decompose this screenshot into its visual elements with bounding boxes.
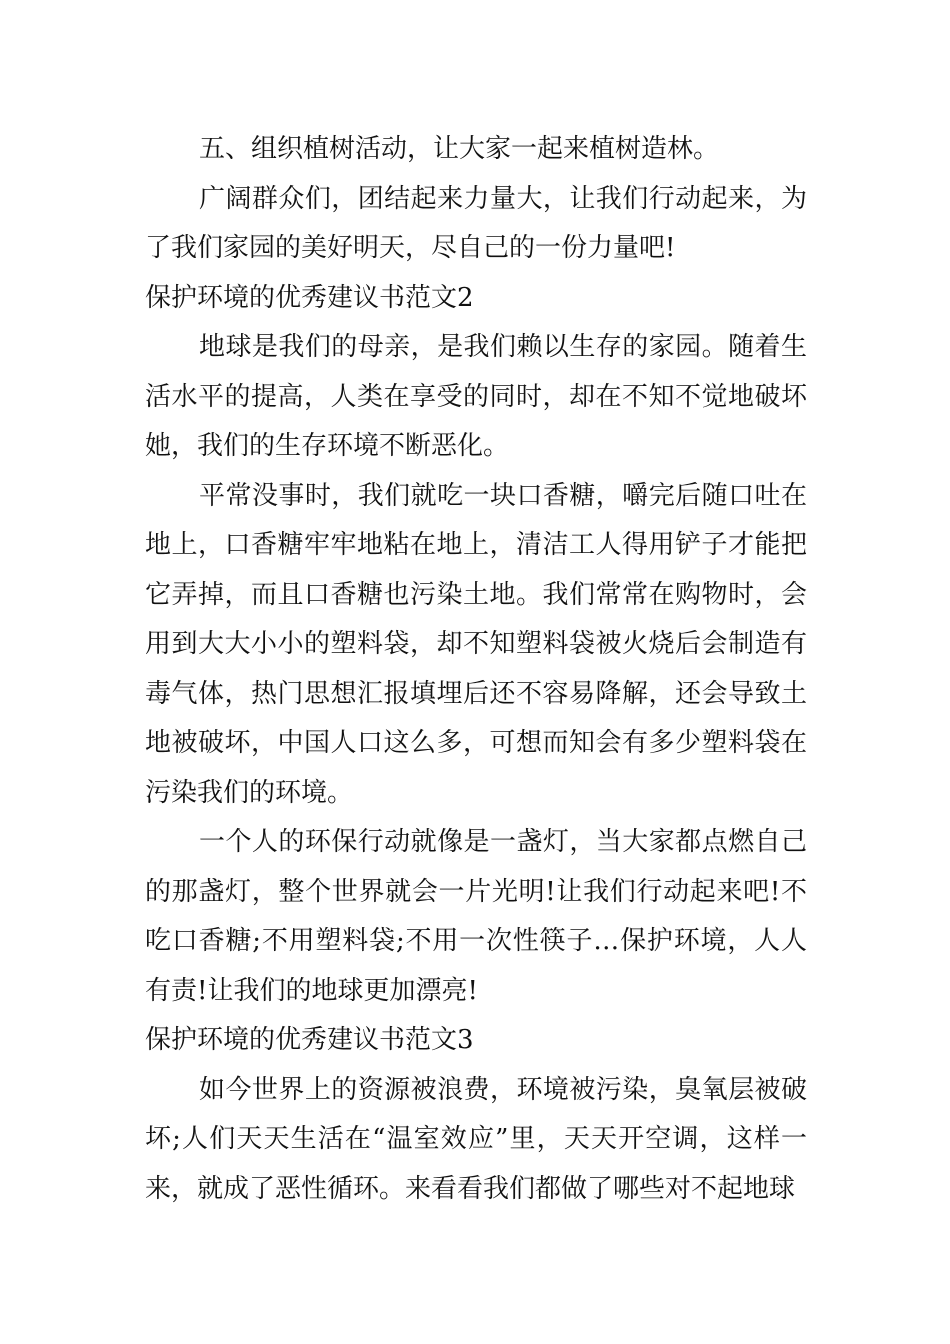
paragraph-gum-plastic: 平常没事时，我们就吃一块口香糖，嚼完后随口吐在地上，口香糖牢牢地粘在地上，清洁工人得用铲子才能把它弄掉，而且口香糖也污染土地。我们常常在购物时，会用到大大小小的塑料袋，却不知塑料袋被火烧后会制造有毒气体，热门思想汇报填埋后还不容易降解，还会导致土地被破坏，中国人口这么多，可想而知会有多少塑料袋在污染我们的环境。 [145,480,807,808]
paragraph-lamp: 一个人的环保行动就像是一盏灯，当大家都点燃自己的那盏灯，整个世界就会一片光明!让我们行动起来吧!不吃口香糖;不用塑料袋;不用一次性筷子…保护环境，人人有责!让我们的地球更加漂亮! [145,827,807,1006]
paragraph-resources: 如今世界上的资源被浪费，环境被污染，臭氧层被破坏;人们天天生活在“温室效应”里，天天开空调，这样一来，就成了恶性循环。来看看我们都做了哪些对不起地球 [145,1074,807,1204]
paragraph-earth-mother: 地球是我们的母亲，是我们赖以生存的家园。随着生活水平的提高，人类在享受的同时，却在不知不觉地破坏她，我们的生存环境不断恶化。 [145,332,807,461]
document-page [145,125,807,1214]
section-heading-2: 保护环境的优秀建议书范文2 [145,282,474,313]
section-heading-3: 保护环境的优秀建议书范文3 [145,1025,474,1055]
paragraph-call-to-action: 广阔群众们，团结起来力量大，让我们行动起来，为了我们家园的美好明天，尽自己的一份力量吧! [145,183,807,263]
paragraph-plant-trees: 五、组织植树活动，让大家一起来植树造林。 [199,134,720,164]
